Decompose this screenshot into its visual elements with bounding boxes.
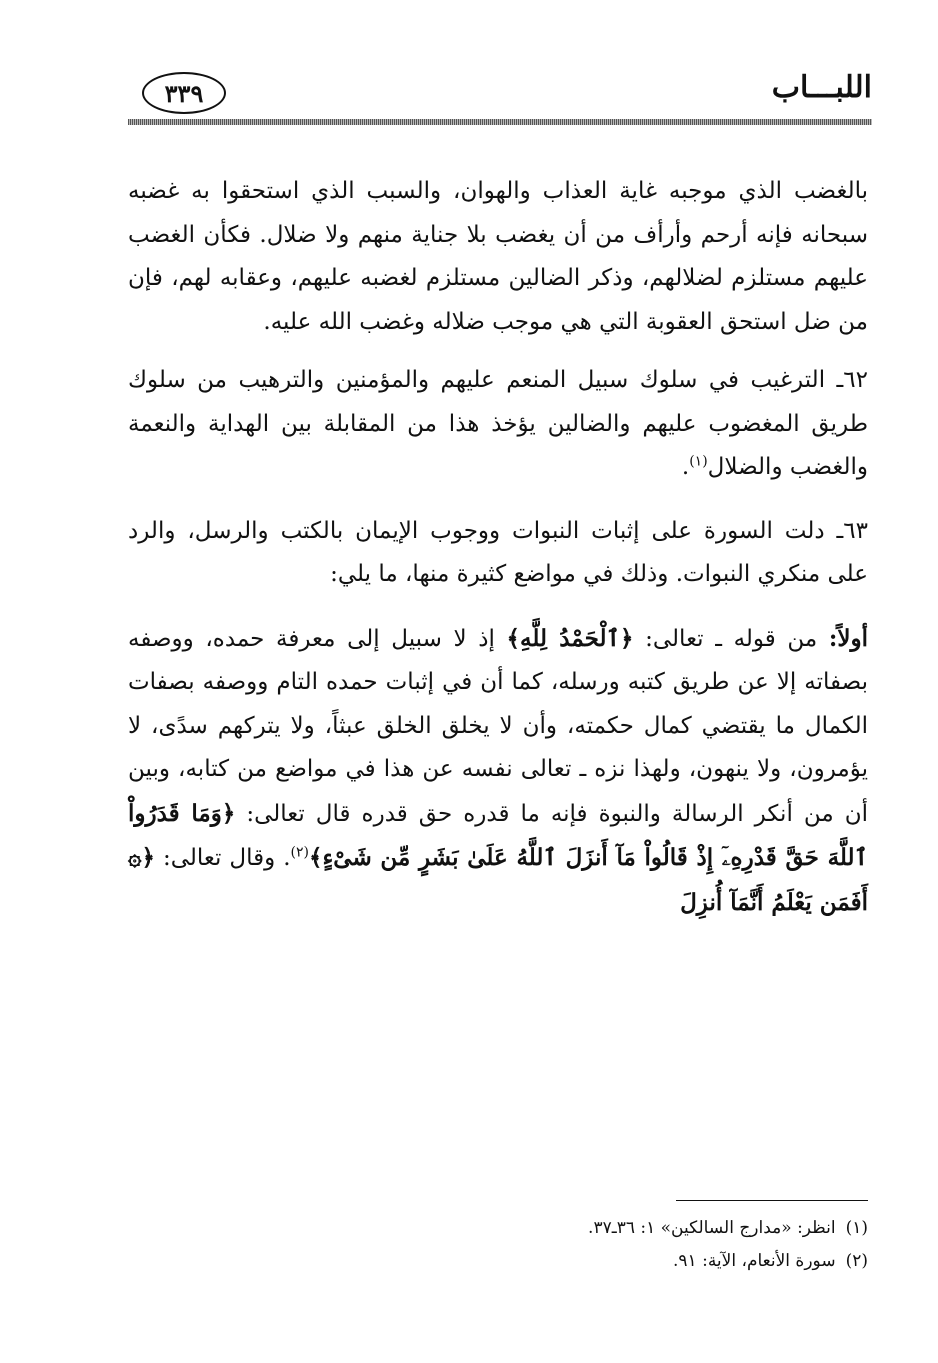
quran-verse-1: ﴿ٱلْحَمْدُ لِلَّهِ﴾ — [506, 624, 634, 652]
running-title: اللبـــاب — [771, 70, 872, 105]
point-text-a: من قوله ـ تعالى: — [633, 625, 829, 652]
footnote-2 — [128, 1245, 868, 1278]
main-text — [128, 170, 868, 945]
paragraph-62-text: ٦٢ـ الترغيب في سلوك سبيل المنعم عليهم والمؤمنين والترهيب من سلوك طريق المغضوب عليهم والضالين يؤخذ هذا من المقابلة بين الهداية والنعمة والغضب والضلال — [128, 367, 868, 480]
point-text-b: إذ لا سبيل إلى معرفة حمده، ووصفه بصفاته إلا عن طريق كتبه ورسله، كما أن في إثبات حمده التام ووصفه بصفات الكمال ما يقتضي كمال حكمته، وأن لا يخلق الخلق عبثاً، ولا يتركهم سدًى، لا يؤمرون، ولا ينهون، ولهذا نزه ـ تعالى نفسه عن هذا في مواضع من كتابه، وبين أن من أنكر الرسالة والنبوة فإنه ما قدره حق قدره قال تعالى: — [128, 625, 869, 827]
footnote-number: (١) — [845, 1218, 868, 1238]
quran-verse-2: ﴿وَمَا قَدَرُواْ ٱللَّهَ حَقَّ قَدْرِهِۦٓ إِذْ قَالُواْ مَآ أَنزَلَ ٱللَّهُ عَلَىٰ بَشَرٍ مِّن شَىْءٍ﴾ — [128, 799, 869, 871]
footnote-number: (٢) — [845, 1251, 868, 1271]
page-number: ٣٣٩ — [142, 72, 226, 114]
footnote-ref-1[interactable]: (١) — [689, 453, 708, 470]
footnote-divider — [676, 1200, 868, 1201]
paragraph-first-point — [128, 617, 868, 926]
paragraph-63: ٦٣ـ دلت السورة على إثبات النبوات ووجوب الإيمان بالكتب والرسل، والرد على منكري النبوات. وذلك في مواضع كثيرة منها، ما يلي: — [128, 517, 868, 587]
paragraph-62 — [128, 359, 868, 490]
footnote-text: انظر: «مدارج السالكين» ١: ٣٦ـ٣٧. — [588, 1218, 836, 1238]
paragraph-continued: بالغضب الذي موجبه غاية العذاب والهوان، والسبب الذي استحقوا به غضبه سبحانه فإنه أرحم وأرأف من أن يغضب بلا جناية منهم ولا ضلال. فكأن الغضب عليهم مستلزم لضلالهم، وذكر الضالين مستلزم لغضبه عليهم، وعقابه لهم، فإن من ضل استحق العقوبة التي هي موجب ضلاله وغضب الله عليه. — [128, 178, 868, 335]
footnotes — [128, 1212, 868, 1278]
header-divider — [128, 119, 872, 125]
footnote-1 — [128, 1212, 868, 1245]
footnote-ref-2[interactable]: (٢) — [290, 844, 309, 861]
paragraph-62-end: . — [681, 454, 690, 480]
quran-verse-3: ﴿۞ أَفَمَن يَعْلَمُ أَنَّمَآ أُنزِلَ — [128, 844, 868, 916]
page-header — [128, 62, 872, 124]
footnote-text: سورة الأنعام، الآية: ٩١. — [673, 1251, 836, 1271]
point-text-c: . وقال تعالى: — [154, 845, 291, 871]
point-lead: أولاً: — [828, 624, 868, 652]
